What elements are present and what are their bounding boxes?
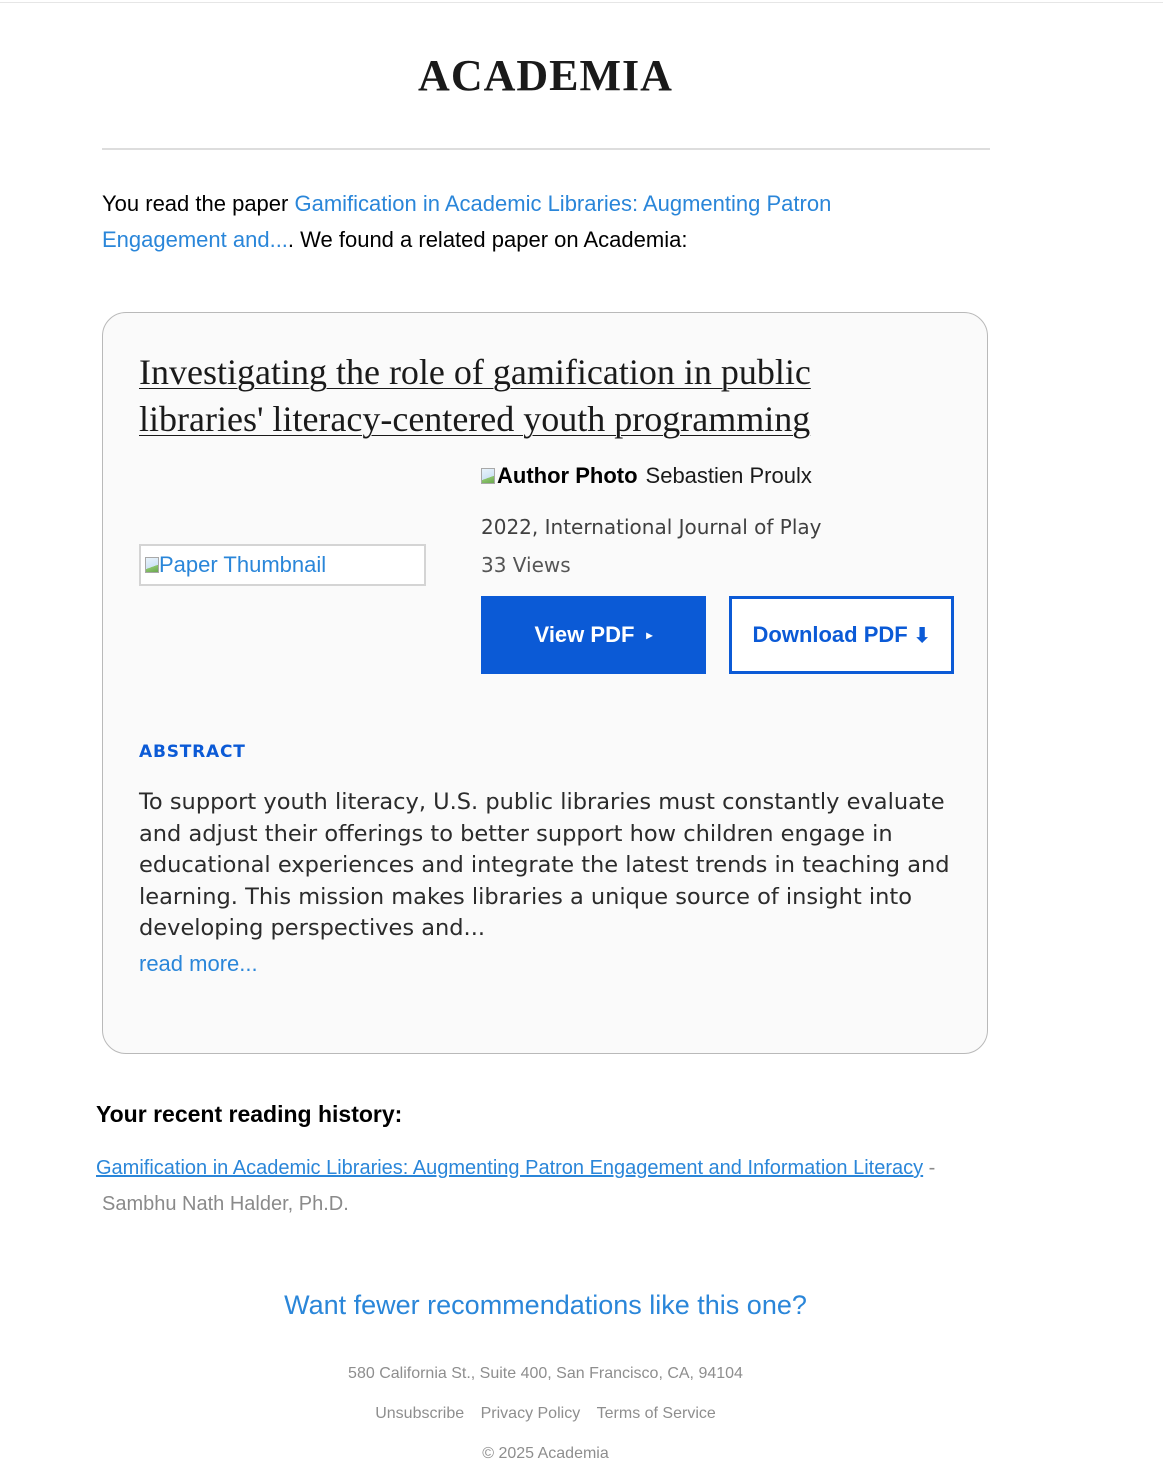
author-name[interactable]: Sebastien Proulx: [645, 463, 812, 488]
footer-copyright: © 2025 Academia: [482, 1445, 609, 1462]
author-photo-alt: Author Photo: [497, 463, 638, 488]
broken-image-icon: [145, 557, 159, 573]
read-more-link[interactable]: read more...: [139, 951, 258, 976]
terms-of-service-link[interactable]: Terms of Service: [596, 1405, 716, 1422]
intro-prefix: You read the paper: [102, 191, 295, 216]
related-paper-card: [102, 312, 988, 1054]
author-photo-icon: [481, 468, 495, 484]
paper-thumbnail[interactable]: [139, 544, 426, 586]
abstract-heading: ABSTRACT: [139, 742, 246, 762]
fewer-recommendations-link[interactable]: Want fewer recommendations like this one?: [284, 1290, 807, 1320]
view-pdf-button[interactable]: [481, 596, 706, 674]
footer-address: 580 California St., Suite 400, San Francisco, CA, 94104: [348, 1365, 743, 1382]
history-author: Sambhu Nath Halder, Ph.D.: [102, 1193, 349, 1215]
paper-title-link[interactable]: Investigating the role of gamification in public libraries' literacy-centered youth programming: [139, 352, 811, 439]
academia-logo[interactable]: ACADEMIA: [418, 51, 673, 100]
download-pdf-label: Download PDF: [752, 622, 908, 647]
intro-text: [102, 186, 922, 258]
abstract-text: To support youth literacy, U.S. public libraries must constantly evaluate and adjust their offerings to better support how children engage in educational experiences and integrate the latest trends in teaching and learning. This mission makes libraries a unique source of insight into developing perspectives and...: [139, 789, 950, 941]
footer-links: [0, 1405, 1091, 1423]
unsubscribe-link[interactable]: Unsubscribe: [375, 1405, 465, 1422]
history-separator: -: [923, 1157, 936, 1179]
view-pdf-label: View PDF: [534, 622, 635, 647]
privacy-policy-link[interactable]: Privacy Policy: [480, 1405, 581, 1422]
history-paper-link[interactable]: Gamification in Academic Libraries: Augmenting Patron Engagement and Information Literacy: [96, 1157, 924, 1179]
paper-views: 33 Views: [481, 553, 571, 577]
download-pdf-button[interactable]: [729, 596, 954, 674]
top-border: [0, 2, 1163, 3]
paper-thumbnail-alt: Paper Thumbnail: [159, 552, 327, 577]
read-paper-link[interactable]: Gamification in Academic Libraries: Augmenting Patron Engagement and...: [102, 191, 832, 252]
paper-year-journal: 2022, International Journal of Play: [481, 515, 822, 539]
author-row: [481, 463, 812, 489]
reading-history-heading: Your recent reading history:: [96, 1101, 403, 1127]
play-arrow-icon: ▸: [646, 628, 653, 642]
header-divider: [102, 148, 990, 150]
download-arrow-icon: ⬇: [913, 624, 931, 647]
history-item: [96, 1150, 996, 1222]
intro-suffix: . We found a related paper on Academia:: [287, 227, 688, 252]
